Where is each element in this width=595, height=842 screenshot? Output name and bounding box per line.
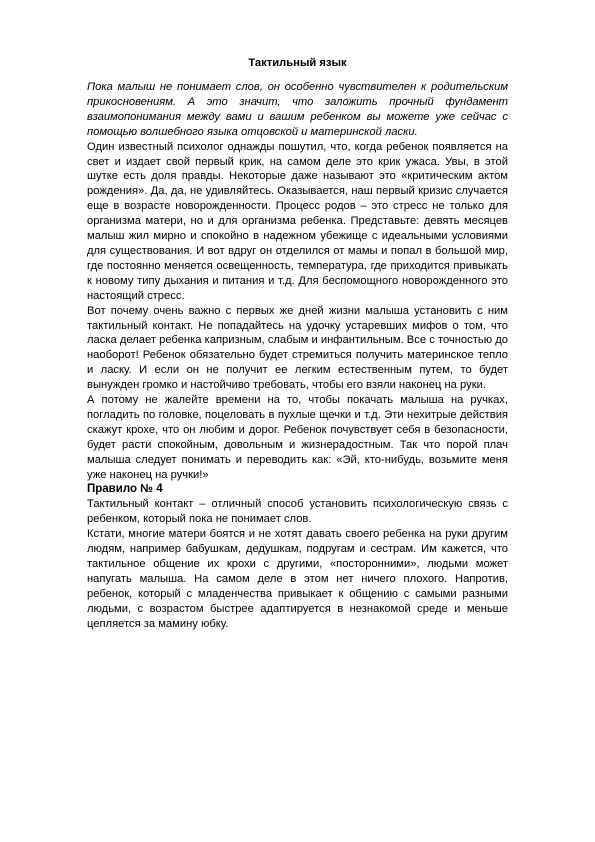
- rule-paragraph-1: Тактильный контакт – отличный способ установить психологическую связь с ребенком, который пока не понимает слов.: [87, 498, 508, 526]
- rule-heading: Правило № 4: [87, 483, 163, 496]
- document-title: Тактильный язык: [248, 57, 347, 69]
- body-paragraph-3: А потому не жалейте времени на то, чтобы покачать малыша на ручках, погладить по головке, поцеловать в пухлые щечки и т.д. Эти нехитрые действия скажут крохе, что он любим и дорог. Ребенок почувствует себя в безопасности, будет расти спокойным, довольным и жизнерадостным. Так что порой плач малыша следует понимать и переводить как: «Эй, кто-нибудь, возьмите меня уже наконец на ручки!»: [87, 394, 508, 481]
- body-paragraph-1: Один известный психолог однажды пошутил, что, когда ребенок появляется на свет и издает свой первый крик, на самом деле это крик ужаса. Увы, в этой шутке есть доля правды. Некоторые даже называют это «критическим актом рождения». Да, да, не удивляйтесь. Оказывается, наш первый кризис случается еще в возрасте новорожденности. Процесс родов – это стресс не только для организма матери, но и для организма ребенка. Представьте: девять месяцев малыш жил мирно и спокойно в надежном убежище с идеальными условиями для существования. И вот вдруг он отделился от мамы и попал в большой мир, где постоянно меняется освещенность, температура, где приходится привыкать к новому типу дыхания и питания и т.д. Для беспомощного новорожденного это настоящий стресс.: [87, 140, 508, 302]
- document-page: [87, 56, 508, 632]
- body-paragraph-2: Вот почему очень важно с первых же дней жизни малыша установить с ним тактильный контакт. Не попадайтесь на удочку устаревших мифов о том, что ласка делает ребенка капризным, слабым и инфантильным. Все с точностью до наоборот! Ребенок обязательно будет стремиться получить материнское тепло и ласку. И если он не получит ее легким естественным путем, то будет вынужден громко и настойчиво требовать, чтобы его взяли наконец на руки.: [87, 304, 508, 392]
- intro-paragraph: Пока малыш не понимает слов, он особенно чувствителен к родительским прикосновениям. А это значит, что заложить прочный фундамент взаимопонимания между вами и вашим ребенком вы можете уже сейчас с помощью волшебного языка отцовской и материнской ласки.: [87, 81, 508, 138]
- rule-paragraph-2: Кстати, многие матери боятся и не хотят давать своего ребенка на руки другим людям, например бабушкам, дедушкам, подругам и сестрам. Им кажется, что тактильное общение их крохи с другими, «посторонними», людьми может напугать малыша. На самом деле в этом нет ничего плохого. Напротив, ребенок, который с младенчества привыкает к общению с самыми разными людьми, с возрастом быстрее адаптируется в незнакомой среде и меньше цепляется за мамину юбку.: [87, 528, 508, 630]
